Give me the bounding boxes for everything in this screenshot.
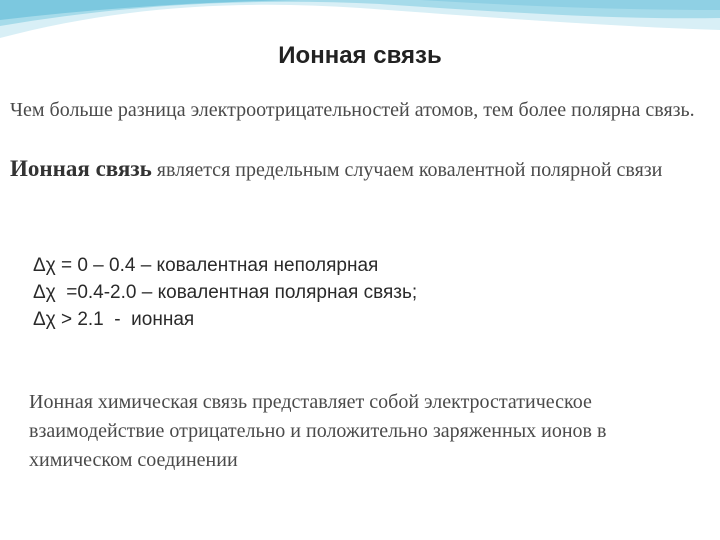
rule-polar: Δχ =0.4-2.0 – ковалентная полярная связь; [33,282,418,303]
rule-ionic: Δχ > 2.1 - ионная [33,309,195,330]
slide-title: Ионная связь [278,42,442,69]
intro-paragraph: Чем больше разница электроотрицательностей атомов, тем более полярна связь. [10,99,695,121]
definition-lead: Ионная связь [10,156,152,181]
electronegativity-rules [33,252,693,333]
definition-rest: является предельным случаем ковалентной полярной связи [151,159,663,181]
rule-nonpolar: Δχ = 0 – 0.4 – ковалентная неполярная [33,255,379,276]
ionic-bond-explanation: Ионная химическая связь представляет собой электростатическое взаимодействие отрицательно и положительно заряженных ионов в химическом соединении [29,391,607,471]
definition-paragraph [10,154,710,185]
